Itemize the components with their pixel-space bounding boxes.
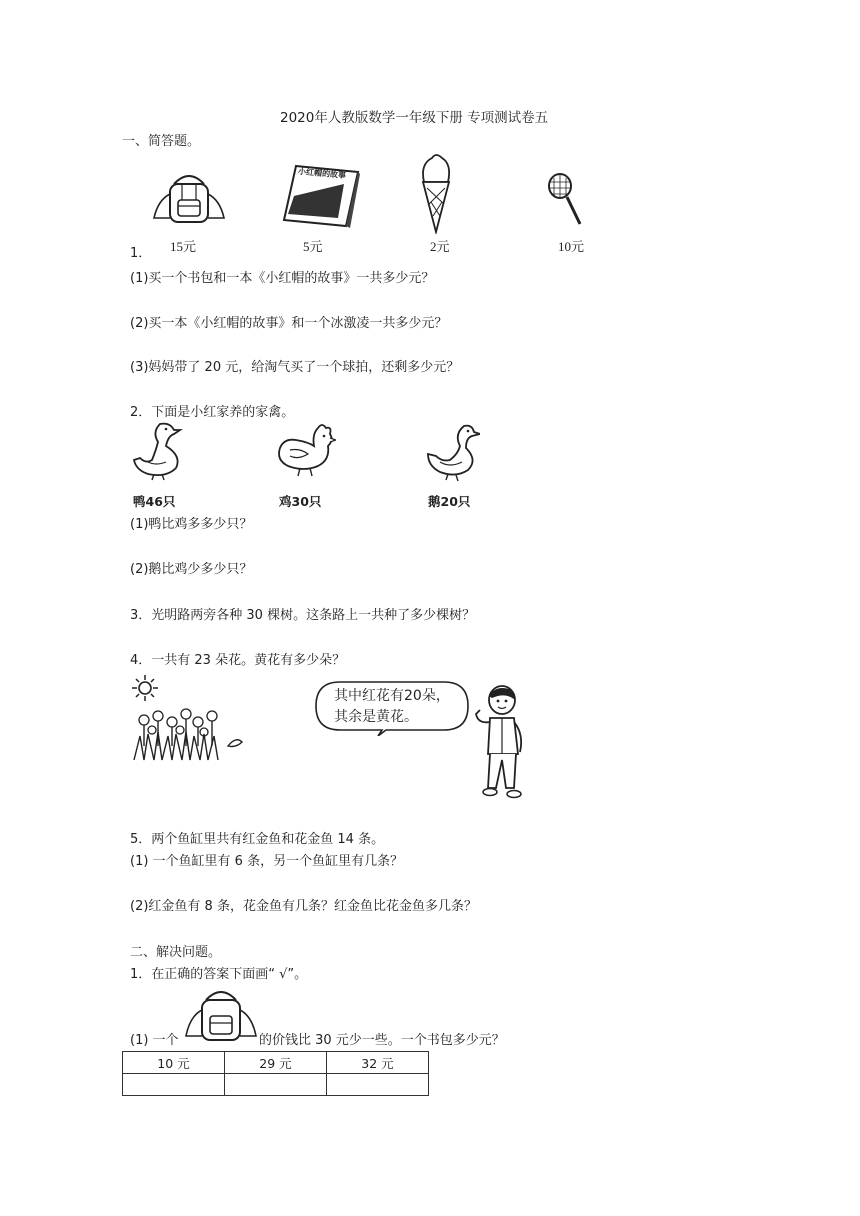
option-32-yuan: 32 元 (327, 1052, 429, 1074)
q2-sub2: (2)鹅比鸡少多少只？ (130, 562, 253, 577)
speech-line-1: 其中红花有20朵， (334, 688, 450, 704)
chicken-count-label: 鸡30只 (279, 494, 322, 509)
answer-check-row (123, 1074, 429, 1096)
q1-number: 1． (130, 246, 152, 261)
price-backpack: 15元 (170, 239, 197, 254)
chicken-image (274, 422, 336, 478)
section-2-heading: 二、解决问题。 (130, 945, 222, 960)
q2-sub1: (1)鸭比鸡多多少只？ (130, 517, 253, 532)
racket-image (546, 172, 586, 230)
check-cell-29[interactable] (225, 1074, 327, 1096)
q5-intro: 5．两个鱼缸里共有红金鱼和花金鱼 14 条。 (130, 832, 385, 847)
backpack-small-image (184, 986, 258, 1044)
s2-q1-intro: 1．在正确的答案下面画“ √”。 (130, 967, 308, 982)
price-racket: 10元 (558, 239, 585, 254)
ice-cream-image (418, 152, 454, 234)
option-10-yuan: 10 元 (123, 1052, 225, 1074)
sun-image (131, 674, 159, 702)
goose-image (424, 420, 480, 482)
check-cell-10[interactable] (123, 1074, 225, 1096)
q3-text: 3．光明路两旁各种 30 棵树。这条路上一共种了多少棵树？ (130, 608, 476, 623)
section-1-heading: 一、简答题。 (122, 134, 201, 149)
q1-sub3: (3)妈妈带了 20 元，给淘气买了一个球拍，还剩多少元？ (130, 360, 460, 375)
goose-count-label: 鹅20只 (428, 494, 471, 509)
option-29-yuan: 29 元 (225, 1052, 327, 1074)
q2-intro: 2．下面是小红家养的家禽。 (130, 405, 295, 420)
answer-options-row (123, 1052, 429, 1074)
s2-q1-sub1-suffix: 的价钱比 30 元少一些。一个书包多少元？ (259, 1033, 505, 1048)
check-cell-32[interactable] (327, 1074, 429, 1096)
price-ice-cream: 2元 (430, 239, 450, 254)
q4-text: 4．一共有 23 朵花。黄花有多少朵？ (130, 653, 346, 668)
boy-image (466, 684, 530, 800)
flowers-image (132, 706, 244, 762)
backpack-image (152, 170, 226, 226)
q5-sub2: (2)红金鱼有 8 条，花金鱼有几条？红金鱼比花金鱼多几条？ (130, 899, 477, 914)
answer-table (122, 1051, 429, 1096)
page-title: 2020年人教版数学一年级下册 专项测试卷五 (280, 110, 549, 126)
q1-sub1: (1)买一个书包和一本《小红帽的故事》一共多少元？ (130, 271, 435, 286)
book-cover-title: 小红帽的故事 (297, 166, 347, 181)
s2-q1-sub1-prefix: (1) 一个 (130, 1033, 179, 1048)
duck-image (130, 420, 186, 482)
q1-sub2: (2)买一本《小红帽的故事》和一个冰激凌一共多少元？ (130, 316, 448, 331)
q5-sub1: (1) 一个鱼缸里有 6 条，另一个鱼缸里有几条？ (130, 854, 404, 869)
price-book: 5元 (303, 239, 323, 254)
duck-count-label: 鸭46只 (133, 494, 176, 509)
speech-line-2: 其余是黄花。 (334, 709, 418, 725)
